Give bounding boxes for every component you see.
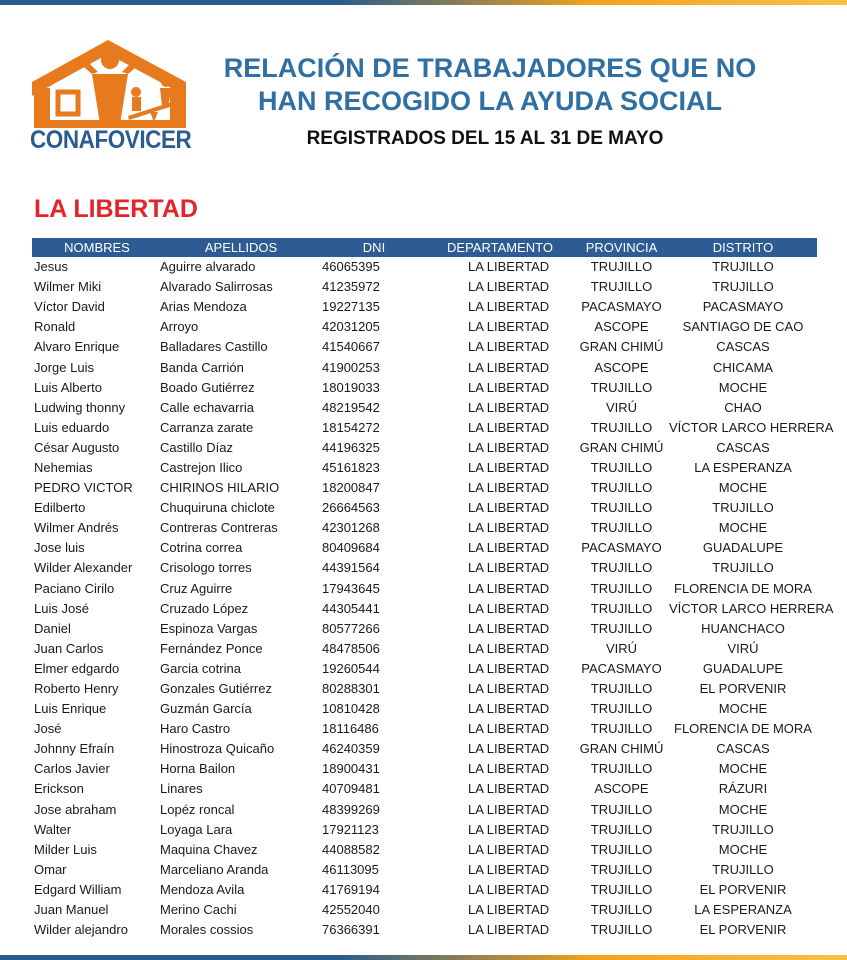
cell-nombres: Wilmer Andrés [34,520,119,536]
cell-nombres: Wilder Alexander [34,560,133,576]
header-col-dni: DNI [322,238,426,257]
cell-provincia: PACASMAYO [581,299,662,315]
cell-departamento: LA LIBERTAD [468,339,550,355]
cell-distrito: MOCHE [718,520,768,536]
cell-departamento: LA LIBERTAD [468,399,550,415]
cell-nombres: Luis Enrique [34,701,107,717]
cell-nombres: Luis Alberto [34,379,102,395]
cell-departamento: LA LIBERTAD [468,319,550,335]
cell-departamento: LA LIBERTAD [468,600,550,616]
cell-distrito: GUADALUPE [702,660,784,676]
cell-departamento: LA LIBERTAD [468,299,550,315]
cell-provincia: PACASMAYO [581,540,662,556]
cell-departamento: LA LIBERTAD [468,701,550,717]
cell-departamento: LA LIBERTAD [468,821,550,837]
cell-provincia: TRUJILLO [590,701,653,717]
cell-apellidos: Aguirre alvarado [160,259,256,275]
cell-nombres: Alvaro Enrique [34,339,120,355]
cell-provincia: TRUJILLO [590,419,653,435]
cell-nombres: Johnny Efraín [34,741,115,757]
cell-apellidos: Haro Castro [160,721,231,737]
cell-provincia: TRUJILLO [590,259,653,275]
cell-apellidos: Loyaga Lara [160,821,233,837]
cell-departamento: LA LIBERTAD [468,419,550,435]
cell-dni: 18019033 [322,379,380,395]
cell-dni: 41769194 [322,881,380,897]
cell-dni: 41540667 [322,339,380,355]
header-col-provincia: PROVINCIA [574,238,669,257]
cell-departamento: LA LIBERTAD [468,741,550,757]
cell-apellidos: Morales cossios [160,922,254,938]
cell-nombres: Walter [34,821,72,837]
cell-nombres: Erickson [34,781,84,797]
cell-distrito: LA ESPERANZA [694,902,792,918]
table-row [32,538,817,558]
cell-provincia: TRUJILLO [590,902,653,918]
cell-distrito: MOCHE [718,841,768,857]
cell-provincia: TRUJILLO [590,480,653,496]
logo-house-icon [28,34,193,129]
table-header-row [32,238,817,257]
cell-distrito: VÍCTOR LARCO HERRERA [669,600,834,616]
table-row [32,458,817,478]
cell-provincia: TRUJILLO [590,922,653,938]
cell-distrito: LA ESPERANZA [694,459,792,475]
cell-dni: 80577266 [322,620,380,636]
cell-distrito: CASCAS [716,741,770,757]
cell-dni: 19260544 [322,660,380,676]
cell-distrito: HUANCHACO [701,620,785,636]
cell-apellidos: Alvarado Salirrosas [160,279,273,295]
cell-dni: 10810428 [322,701,380,717]
cell-provincia: TRUJILLO [590,560,653,576]
cell-distrito: CHAO [724,399,762,415]
region-heading: LA LIBERTAD [34,195,198,223]
cell-nombres: Edgard William [34,881,122,897]
table-row [32,558,817,578]
cell-apellidos: Cruz Aguirre [160,580,233,596]
table-row [32,418,817,438]
cell-distrito: TRUJILLO [712,861,774,877]
cell-nombres: Jose abraham [34,801,117,817]
cell-distrito: EL PORVENIR [699,681,787,697]
cell-nombres: Nehemias [34,459,93,475]
cell-dni: 41900253 [322,359,380,375]
table-row [32,599,817,619]
cell-distrito: EL PORVENIR [699,922,787,938]
cell-nombres: Ronald [34,319,76,335]
cell-nombres: Ludwing thonny [34,399,126,415]
cell-dni: 18154272 [322,419,380,435]
cell-provincia: GRAN CHIMÚ [579,439,664,455]
table-row [32,900,817,920]
cell-dni: 44391564 [322,560,380,576]
page-subtitle: REGISTRADOS DEL 15 AL 31 DE MAYO [306,128,664,149]
cell-dni: 80409684 [322,540,380,556]
cell-apellidos: Fernández Ponce [160,640,263,656]
cell-departamento: LA LIBERTAD [468,580,550,596]
cell-distrito: TRUJILLO [712,560,774,576]
cell-dni: 42031205 [322,319,380,335]
bottom-accent-bar [0,955,847,960]
cell-apellidos: Boado Gutiérrez [160,379,255,395]
cell-distrito: TRUJILLO [712,279,774,295]
table-row [32,880,817,900]
table-row [32,438,817,458]
cell-dni: 17943645 [322,580,380,596]
table-row [32,800,817,820]
cell-departamento: LA LIBERTAD [468,379,550,395]
cell-distrito: CASCAS [716,339,770,355]
title-line-1: RELACIÓN DE TRABAJADORES QUE NO [223,53,757,83]
cell-apellidos: Arias Mendoza [160,299,247,315]
cell-distrito: SANTIAGO DE CAO [682,319,804,335]
cell-departamento: LA LIBERTAD [468,861,550,877]
cell-distrito: GUADALUPE [702,540,784,556]
cell-nombres: Juan Carlos [34,640,104,656]
cell-departamento: LA LIBERTAD [468,781,550,797]
cell-apellidos: Gonzales Gutiérrez [160,681,272,697]
cell-departamento: LA LIBERTAD [468,841,550,857]
cell-departamento: LA LIBERTAD [468,681,550,697]
cell-dni: 46065395 [322,259,380,275]
cell-provincia: ASCOPE [594,319,649,335]
cell-nombres: José [34,721,62,737]
table-row [32,257,817,277]
table-body [32,257,834,940]
table-row [32,639,817,659]
cell-provincia: TRUJILLO [590,761,653,777]
table-row [32,579,817,599]
cell-apellidos: Merino Cachi [160,902,237,918]
top-accent-bar [0,0,847,5]
cell-dni: 19227135 [322,299,380,315]
cell-nombres: Jorge Luis [34,359,94,375]
cell-departamento: LA LIBERTAD [468,560,550,576]
header-col-distrito: DISTRITO [669,238,817,257]
cell-provincia: TRUJILLO [590,379,653,395]
table-row [32,779,817,799]
cell-distrito: CASCAS [716,439,770,455]
cell-provincia: TRUJILLO [590,620,653,636]
cell-provincia: TRUJILLO [590,881,653,897]
cell-dni: 42552040 [322,902,380,918]
cell-nombres: Milder Luis [34,841,97,857]
table-row [32,659,817,679]
cell-apellidos: Hinostroza Quicaño [160,741,275,757]
cell-provincia: ASCOPE [594,781,649,797]
table-row [32,478,817,498]
cell-nombres: Daniel [34,620,71,636]
cell-nombres: Víctor David [34,299,105,315]
cell-dni: 76366391 [322,922,380,938]
table-row [32,860,817,880]
cell-departamento: LA LIBERTAD [468,259,550,275]
cell-provincia: TRUJILLO [590,721,653,737]
table-row [32,619,817,639]
cell-departamento: LA LIBERTAD [468,721,550,737]
cell-dni: 48399269 [322,801,380,817]
cell-nombres: Edilberto [34,500,86,516]
table-row [32,518,817,538]
cell-dni: 44305441 [322,600,380,616]
cell-apellidos: Marceliano Aranda [160,861,269,877]
cell-dni: 18116486 [322,721,379,737]
cell-distrito: CHICAMA [713,359,773,375]
cell-provincia: VIRÚ [605,399,638,415]
table-row [32,699,817,719]
cell-provincia: TRUJILLO [590,459,653,475]
cell-distrito: VÍCTOR LARCO HERRERA [669,419,834,435]
cell-nombres: Luis José [34,600,89,616]
cell-distrito: FLORENCIA DE MORA [674,721,812,737]
header-col-apellidos: APELLIDOS [160,238,322,257]
cell-nombres: Luis eduardo [34,419,110,435]
cell-departamento: LA LIBERTAD [468,520,550,536]
cell-distrito: MOCHE [718,379,768,395]
cell-apellidos: Crisologo torres [160,560,252,576]
table-row [32,739,817,759]
cell-provincia: TRUJILLO [590,801,653,817]
table-row [32,679,817,699]
table-row [32,920,817,940]
cell-nombres: César Augusto [34,439,120,455]
cell-departamento: LA LIBERTAD [468,660,550,676]
cell-distrito: TRUJILLO [712,821,774,837]
cell-provincia: TRUJILLO [590,500,653,516]
cell-departamento: LA LIBERTAD [468,459,550,475]
cell-distrito: PACASMAYO [702,299,784,315]
cell-distrito: MOCHE [718,761,768,777]
table-row [32,840,817,860]
cell-distrito: TRUJILLO [712,259,774,275]
cell-dni: 26664563 [322,500,380,516]
cell-apellidos: Guzmán García [160,701,252,717]
title-line-2: HAN RECOGIDO LA AYUDA SOCIAL [257,86,723,116]
cell-provincia: TRUJILLO [590,821,653,837]
cell-nombres: Jesus [34,259,68,275]
cell-distrito: TRUJILLO [712,500,774,516]
header-col-nombres: NOMBRES [32,238,160,257]
cell-dni: 18900431 [322,761,380,777]
cell-dni: 48219542 [322,399,380,415]
cell-nombres: Wilmer Miki [34,279,102,295]
cell-provincia: PACASMAYO [581,660,662,676]
cell-provincia: GRAN CHIMÚ [579,741,664,757]
cell-nombres: Wilder alejandro [34,922,128,938]
cell-distrito: FLORENCIA DE MORA [674,580,812,596]
cell-provincia: TRUJILLO [590,841,653,857]
cell-apellidos: Balladares Castillo [160,339,268,355]
cell-apellidos: Lopéz roncal [160,801,235,817]
cell-provincia: TRUJILLO [590,520,653,536]
cell-apellidos: Cotrina correa [160,540,243,556]
cell-dni: 17921123 [322,821,379,837]
table-row [32,277,817,297]
cell-dni: 80288301 [322,681,380,697]
cell-nombres: Juan Manuel [34,902,109,918]
cell-dni: 44088582 [322,841,380,857]
cell-apellidos: CHIRINOS HILARIO [160,480,280,496]
cell-provincia: TRUJILLO [590,580,653,596]
cell-departamento: LA LIBERTAD [468,480,550,496]
cell-departamento: LA LIBERTAD [468,620,550,636]
cell-nombres: Roberto Henry [34,681,119,697]
workers-table-container [32,238,834,940]
cell-departamento: LA LIBERTAD [468,881,550,897]
cell-nombres: PEDRO VICTOR [34,480,133,496]
conafovicer-logo [28,34,193,158]
cell-departamento: LA LIBERTAD [468,359,550,375]
cell-apellidos: Cruzado López [160,600,249,616]
cell-provincia: TRUJILLO [590,279,653,295]
cell-dni: 45161823 [322,459,380,475]
table-row [32,498,817,518]
cell-distrito: MOCHE [718,480,768,496]
cell-provincia: TRUJILLO [590,681,653,697]
cell-departamento: LA LIBERTAD [468,540,550,556]
cell-departamento: LA LIBERTAD [468,902,550,918]
cell-departamento: LA LIBERTAD [468,640,550,656]
table-row [32,759,817,779]
cell-departamento: LA LIBERTAD [468,500,550,516]
cell-departamento: LA LIBERTAD [468,801,550,817]
workers-table [32,238,834,940]
cell-provincia: ASCOPE [594,359,649,375]
cell-provincia: GRAN CHIMÚ [579,339,664,355]
cell-distrito: MOCHE [718,801,768,817]
cell-dni: 46240359 [322,741,380,757]
cell-dni: 42301268 [322,520,380,536]
cell-provincia: VIRÚ [605,640,638,656]
table-row [32,820,817,840]
cell-dni: 40709481 [322,781,380,797]
cell-nombres: Elmer edgardo [34,660,120,676]
table-row [32,357,817,377]
cell-apellidos: Castrejon Ilico [160,459,243,475]
cell-nombres: Jose luis [34,540,85,556]
table-row [32,337,817,357]
cell-apellidos: Chuquiruna chiclote [160,500,275,516]
cell-nombres: Carlos Javier [34,761,110,777]
table-row [32,378,817,398]
table-row [32,398,817,418]
cell-apellidos: Castillo Díaz [160,439,233,455]
cell-dni: 48478506 [322,640,380,656]
cell-dni: 44196325 [322,439,380,455]
cell-apellidos: Banda Carrión [160,359,244,375]
cell-departamento: LA LIBERTAD [468,922,550,938]
cell-distrito: MOCHE [718,701,768,717]
table-row [32,297,817,317]
cell-apellidos: Carranza zarate [160,419,254,435]
cell-nombres: Paciano Cirilo [34,580,115,596]
page-title [200,52,780,118]
cell-dni: 46113095 [322,861,379,877]
cell-apellidos: Horna Bailon [160,761,236,777]
cell-apellidos: Calle echavarria [160,399,254,415]
cell-apellidos: Espinoza Vargas [160,620,258,636]
cell-apellidos: Maquina Chavez [160,841,258,857]
cell-apellidos: Garcia cotrina [160,660,241,676]
cell-apellidos: Mendoza Avila [160,881,245,897]
table-row [32,719,817,739]
cell-departamento: LA LIBERTAD [468,279,550,295]
header-col-departamento: DEPARTAMENTO [426,238,574,257]
cell-departamento: LA LIBERTAD [468,761,550,777]
cell-apellidos: Contreras Contreras [160,520,278,536]
cell-distrito: EL PORVENIR [699,881,787,897]
cell-provincia: TRUJILLO [590,861,653,877]
cell-distrito: VIRÚ [727,640,759,656]
cell-dni: 18200847 [322,480,380,496]
cell-apellidos: Linares [160,781,203,797]
table-row [32,317,817,337]
cell-nombres: Omar [34,861,67,877]
cell-dni: 41235972 [322,279,380,295]
cell-distrito: RÁZURI [718,781,768,797]
logo-text: CONAFOVICER [30,126,192,154]
cell-departamento: LA LIBERTAD [468,439,550,455]
cell-provincia: TRUJILLO [590,600,653,616]
cell-apellidos: Arroyo [160,319,199,335]
